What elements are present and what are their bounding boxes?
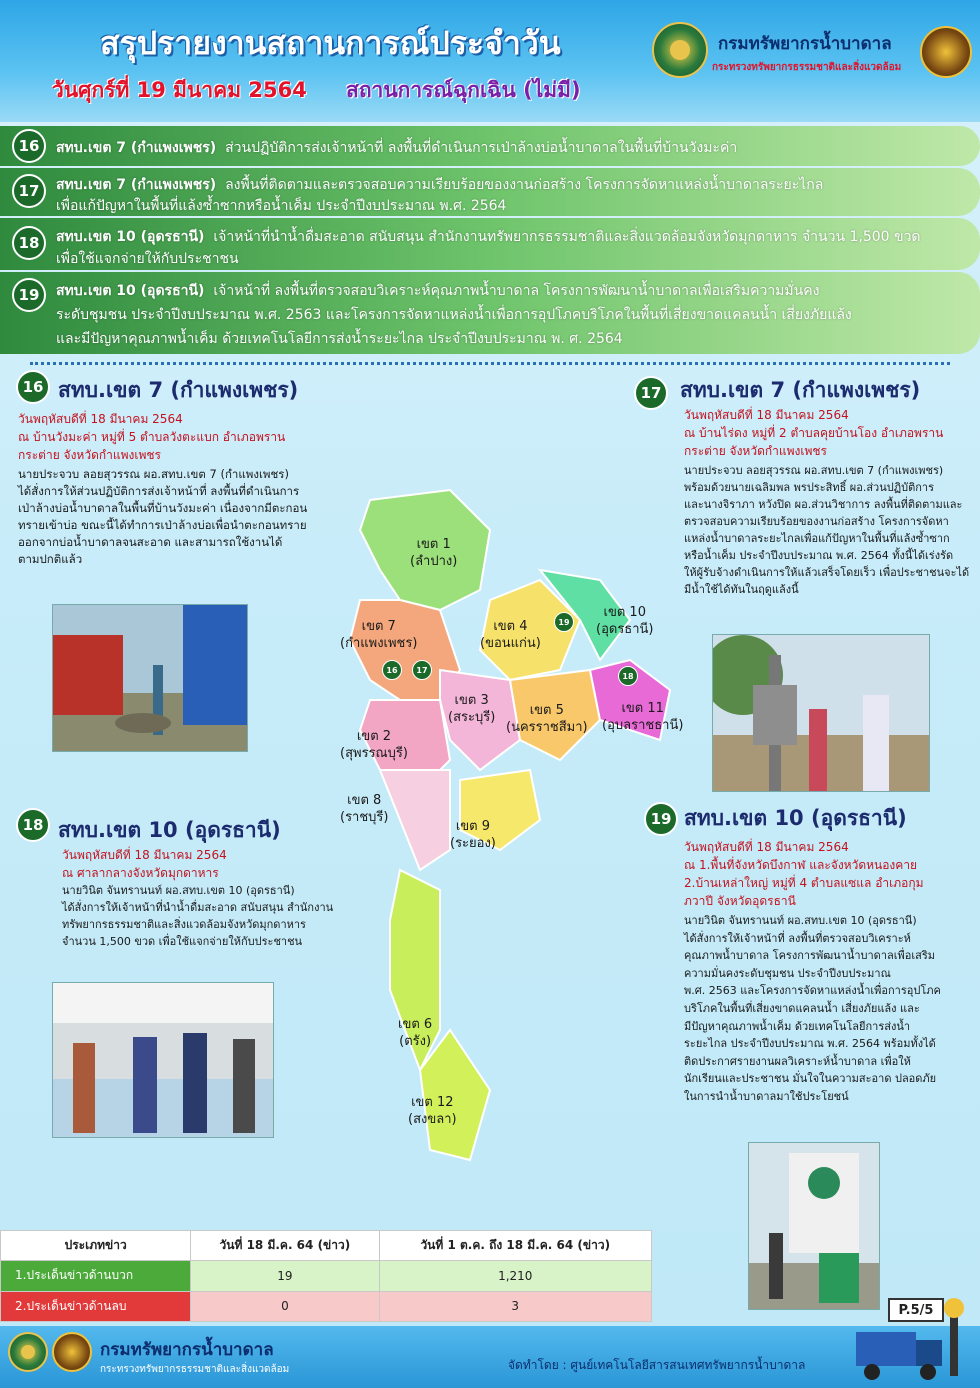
section-location: กระต่าย จังหวัดกำแพงเพชร <box>18 448 161 462</box>
ministry-seal-icon <box>52 1332 92 1372</box>
emergency-status: สถานการณ์ฉุกเฉิน (ไม่มี) <box>346 78 581 102</box>
summary-item-19 <box>0 272 980 354</box>
map-pin-18: 18 <box>618 666 638 686</box>
summary-text: เจ้าหน้าที่ ลงพื้นที่ตรวจสอบวิเคราะห์คุณภาพน้ำบาดาล โครงการพัฒนาน้ำบาดาลเพื่อเสริมความมั่นคง <box>213 283 820 299</box>
section-title: สทบ.เขต 7 (กำแพงเพชร) <box>58 378 299 402</box>
summary-text: ระดับชุมชน ประจำปีงบประมาณ พ.ศ. 2563 และโครงการจัดหาแหล่งน้ำเพื่อการอุปโภคบริโภคในพื้นที่เสี่ยงขาดแคลนน้ำ เสี่ยงภัยแล้ง <box>56 307 852 323</box>
section-number-badge: 18 <box>16 808 50 842</box>
section-body: นายวินิต จันทรานนท์ ผอ.สทบ.เขต 10 (อุดรธานี) ได้สั่งการให้เจ้าหน้าที่นำน้ำดื่มสะอาด สนับสนุน สำนักงาน ทรัพยากรธรรมชาติและสิ่งแวดล้อมจังหวัดมุกดาหาร จำนวน 1,500 ขวด เพื่อใช้แจกจ่ายให้กับประชาชน <box>62 884 334 948</box>
map-pin-17: 17 <box>412 660 432 680</box>
footer-produced-by: จัดทำโดย : ศูนย์เทคโนโลยีสารสนเทศทรัพยากรน้ำบาดาล <box>508 1358 806 1372</box>
page-title: สรุปรายงานสถานการณ์ประจำวัน <box>100 24 561 62</box>
footer-department-name: กรมทรัพยากรน้ำบาดาล <box>100 1340 274 1360</box>
zone-label-3: เขต 3 (สระบุรี) <box>448 693 496 725</box>
col-header-type: ประเภทข่าว <box>1 1231 191 1261</box>
section-body: นายประจวบ ลอยสุวรรณ ผอ.สทบ.เขต 7 (กำแพงเพชร) พร้อมด้วยนายเฉลิมพล พรประสิทธิ์ ผอ.ส่วนปฏิบัติการ และนางจิราภา หวังปิด ผอ.ส่วนวิชาการ ลงพื้นที่ติดตามและ ตรวจสอบความเรียบร้อยของงานก่อสร้าง โครงการจัดหา แหล่งน้ำบาดาลระยะไกลเพื่อแก้ปัญหาในพื้นที่แล้งซ้ำซาก หรือน้ำเค็ม ประจำปีงบประมาณ พ.ศ. 2564 ทั้งนี้ได้เร่งรัด ให้ผู้รับจ้างดำเนินการให้แล้วเสร็จโดยเร็ว เพื่อประชาชนจะได้ มีน้ำใช้ได้ทันในฤดูแล้งนี้ <box>684 464 970 596</box>
summary-text: ส่วนปฏิบัติการส่งเจ้าหน้าที่ ลงพื้นที่ดำเนินการเป่าล้างบ่อน้ำบาดาลในพื้นที่บ้านวังมะค่า <box>225 140 738 156</box>
section-body: นายวินิต จันทรานนท์ ผอ.สทบ.เขต 10 (อุดรธานี) ได้สั่งการให้เจ้าหน้าที่ ลงพื้นที่ตรวจสอบวิเคราะห์ คุณภาพน้ำบาดาล โครงการพัฒนาน้ำบาดาลเพื่อเสริม ความมั่นคงระดับชุมชน ประจำปีงบประมาณ พ.ศ. 2563 และโครงการจัดหาแหล่งน้ำเพื่อการอุปโภค บริโภคในพื้นที่เสี่ยงขาดแคลนน้ำ เสี่ยงภัยแล้ง และ มีปัญหาคุณภาพน้ำเค็ม ด้วยเทคโนโลยีการส่งน้ำ ระยะไกล ประจำปีงบประมาณ พ.ศ. 2564 พร้อมทั้งได้ ติดประกาศรายงานผลวิเคราะห์น้ำบาดาล เพื่อให้ นักเรียนและประชาชน มั่นใจในความสะอาด ปลอดภัย ในการนำน้ำบาดาลมาใช้ประโยชน์ <box>684 914 941 1103</box>
department-name: กรมทรัพยากรน้ำบาดาล <box>718 34 892 54</box>
map-zone-8 <box>380 770 450 870</box>
section-title: สทบ.เขต 10 (อุดรธานี) <box>58 818 281 842</box>
summary-text: เพื่อแก้ปัญหาในพื้นที่แล้งซ้ำซากหรือน้ำเค็ม ประจำปีงบประมาณ พ.ศ. 2564 <box>56 198 507 214</box>
ministry-name: กระทรวงทรัพยากรธรรมชาติและสิ่งแวดล้อม <box>712 62 902 73</box>
zone-label-11: เขต 11 (อุบลราชธานี) <box>602 701 684 733</box>
footer-ministry-name: กระทรวงทรัพยากรธรรมชาติและสิ่งแวดล้อม <box>100 1364 290 1375</box>
zone-label-10: เขต 10 (อุดรธานี) <box>596 605 654 637</box>
section-location: ณ บ้านไร่ดง หมู่ที่ 2 ตำบลคุยบ้านโอง อำเภอพราน <box>684 426 944 440</box>
news-stats-table <box>0 1230 652 1322</box>
page-number: P.5/5 <box>888 1298 944 1322</box>
section-body: นายประจวบ ลอยสุวรรณ ผอ.สทบ.เขต 7 (กำแพงเพชร) ได้สั่งการให้ส่วนปฏิบัติการส่งเจ้าหน้าที่ ลงพื้นที่ดำเนินการ เป่าล้างบ่อน้ำบาดาลในพื้นที่บ้านวังมะค่า เนื่องจากมีตะกอน ทรายเข้าบ่อ ขณะนี้ได้ทำการเป่าล้างบ่อเพื่อนำตะกอนทราย ออกจากบ่อน้ำบาดาลจนสะอาด และสามารถใช้งานได้ ตามปกติแล้ว <box>18 467 308 566</box>
row-day-value: 0 <box>191 1291 379 1321</box>
col-header-day: วันที่ 18 มี.ค. 64 (ข่าว) <box>191 1231 379 1261</box>
summary-unit: สทบ.เขต 7 (กำแพงเพชร) <box>56 140 217 156</box>
section-number-badge: 17 <box>634 376 668 410</box>
summary-item-18 <box>0 218 980 270</box>
table-row <box>1 1261 652 1291</box>
row-day-value: 19 <box>191 1261 379 1291</box>
row-total-value: 3 <box>379 1291 652 1321</box>
row-label: 1.ประเด็นข่าวด้านบวก <box>1 1261 191 1291</box>
zone-label-9: เขต 9 (ระยอง) <box>450 819 496 851</box>
section-location: 2.บ้านเหล่าใหญ่ หมู่ที่ 4 ตำบลแซแล อำเภอกุม <box>684 876 924 890</box>
department-seal-icon <box>8 1332 48 1372</box>
photo-water-donation <box>52 982 274 1138</box>
section-date: วันพฤหัสบดีที่ 18 มีนาคม 2564 <box>18 412 183 426</box>
section-location: ณ 1.พื้นที่จังหวัดบึงกาฬ และจังหวัดหนองคาย <box>684 858 918 872</box>
photo-well-flushing <box>52 604 248 752</box>
summary-text: และมีปัญหาคุณภาพน้ำเค็ม ด้วยเทคโนโลยีการส่งน้ำระยะไกล ประจำปีงบประมาณ พ. ศ. 2564 <box>56 331 623 347</box>
map-pin-16: 16 <box>382 660 402 680</box>
section-date: วันพฤหัสบดีที่ 18 มีนาคม 2564 <box>684 840 849 854</box>
summary-unit: สทบ.เขต 7 (กำแพงเพชร) <box>56 177 217 193</box>
ministry-seal-icon <box>920 26 972 78</box>
section-date: วันพฤหัสบดีที่ 18 มีนาคม 2564 <box>62 848 227 862</box>
report-date: วันศุกร์ที่ 19 มีนาคม 2564 <box>52 78 307 102</box>
summary-text: ลงพื้นที่ติดตามและตรวจสอบความเรียบร้อยของงานก่อสร้าง โครงการจัดหาแหล่งน้ำบาดาลระยะไกล <box>225 177 824 193</box>
row-total-value: 1,210 <box>379 1261 652 1291</box>
item-number-badge: 18 <box>12 226 46 260</box>
summary-item-16 <box>0 126 980 166</box>
summary-unit: สทบ.เขต 10 (อุดรธานี) <box>56 283 205 299</box>
summary-item-17 <box>0 168 980 216</box>
section-location: กระต่าย จังหวัดกำแพงเพชร <box>684 444 827 458</box>
photo-water-station <box>748 1142 880 1310</box>
department-seal-icon <box>652 22 708 78</box>
summary-unit: สทบ.เขต 10 (อุดรธานี) <box>56 229 205 245</box>
zone-label-1: เขต 1 (ลำปาง) <box>410 537 458 569</box>
zone-label-6: เขต 6 (ตรัง) <box>398 1017 433 1049</box>
thailand-region-map <box>300 470 690 1190</box>
item-number-badge: 16 <box>12 129 46 163</box>
item-number-badge: 17 <box>12 174 46 208</box>
zone-label-12: เขต 12 (สงขลา) <box>408 1095 457 1127</box>
zone-label-8: เขต 8 (ราชบุรี) <box>340 793 389 825</box>
photo-construction-inspection <box>712 634 930 792</box>
section-location: ภวาปี จังหวัดอุดรธานี <box>684 894 796 908</box>
col-header-total: วันที่ 1 ต.ค. ถึง 18 มี.ค. 64 (ข่าว) <box>379 1231 652 1261</box>
item-number-badge: 19 <box>12 278 46 312</box>
map-pin-19: 19 <box>554 612 574 632</box>
section-number-badge: 19 <box>644 802 678 836</box>
zone-label-4: เขต 4 (ขอนแก่น) <box>480 619 541 651</box>
row-label: 2.ประเด็นข่าวด้านลบ <box>1 1291 191 1321</box>
summary-text: เพื่อใช้แจกจ่ายให้กับประชาชน <box>56 251 239 267</box>
section-title: สทบ.เขต 10 (อุดรธานี) <box>684 806 907 830</box>
section-title: สทบ.เขต 7 (กำแพงเพชร) <box>680 378 921 402</box>
table-row <box>1 1291 652 1321</box>
zone-label-7: เขต 7 (กำแพงเพชร) <box>340 619 418 651</box>
section-location: ณ บ้านวังมะค่า หมู่ที่ 5 ตำบลวังตะแบก อำเภอพราน <box>18 430 286 444</box>
section-date: วันพฤหัสบดีที่ 18 มีนาคม 2564 <box>684 408 849 422</box>
section-divider <box>30 362 950 365</box>
zone-label-5: เขต 5 (นครราชสีมา) <box>506 703 588 735</box>
summary-text: เจ้าหน้าที่นำน้ำดื่มสะอาด สนับสนุน สำนักงานทรัพยากรธรรมชาติและสิ่งแวดล้อมจังหวัดมุกดาหาร จำนวน 1,500 ขวด <box>213 229 921 245</box>
zone-label-2: เขต 2 (สุพรรณบุรี) <box>340 729 408 761</box>
water-truck-icon <box>846 1296 976 1386</box>
section-number-badge: 16 <box>16 370 50 404</box>
section-location: ณ ศาลากลางจังหวัดมุกดาหาร <box>62 866 219 880</box>
